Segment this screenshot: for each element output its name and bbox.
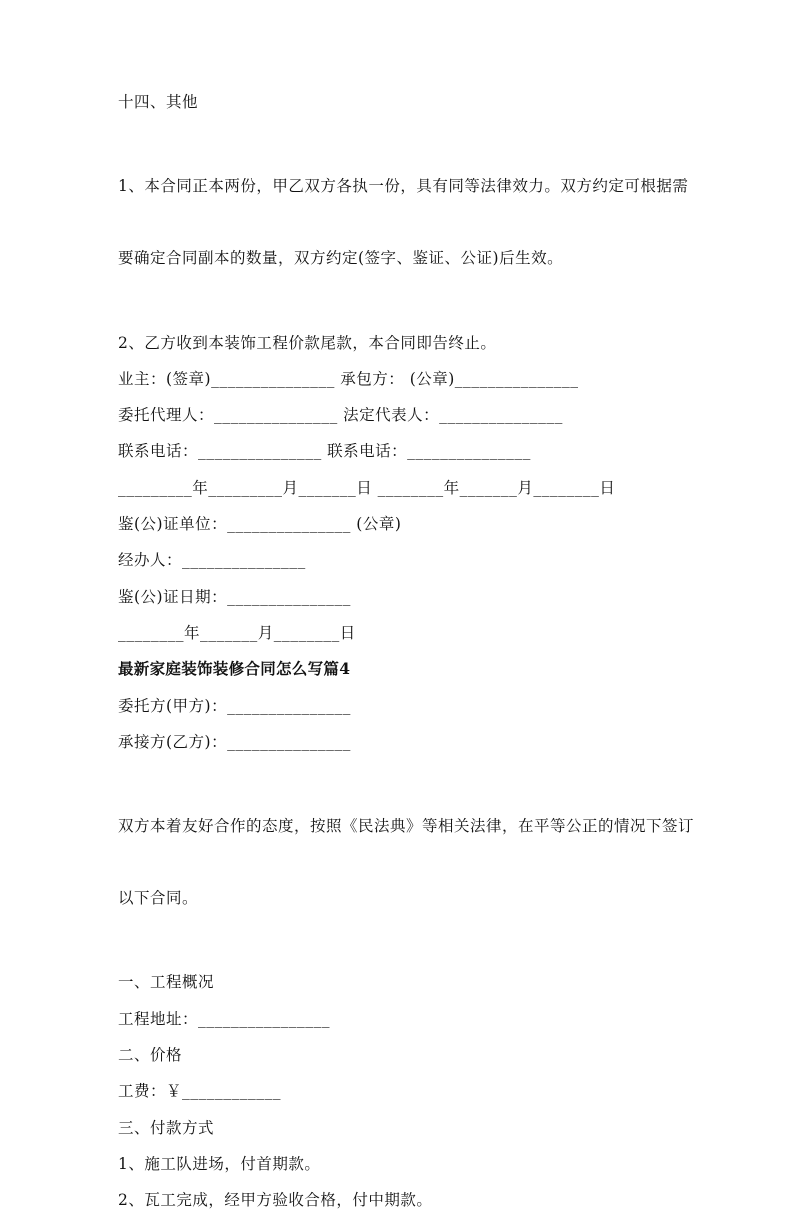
notary-unit: 鉴(公)证单位：_______________ (公章): [118, 515, 402, 534]
payment-item-2: 2、瓦工完成，经甲方验收合格，付中期款。: [118, 1191, 433, 1210]
labor-fee-field: 工费：￥____________: [118, 1082, 282, 1101]
clause-termination: 2、乙方收到本装饰工程价款尾款，本合同即告终止。: [118, 333, 497, 352]
payment-item-1: 1、施工队进场，付首期款。: [118, 1154, 321, 1173]
contract-preamble-line-2: 以下合同。: [118, 889, 199, 908]
clause-copies-line-2: 要确定合同副本的数量，双方约定(签字、鉴证、公证)后生效。: [118, 249, 564, 268]
section-heading-project-overview: 一、工程概况: [118, 973, 215, 992]
contract-preamble: [118, 766, 718, 958]
section-heading-price: 二、价格: [118, 1046, 183, 1065]
notary-handler: 经办人：_______________: [118, 551, 306, 570]
party-a-field: 委托方(甲方)：_______________: [118, 696, 351, 715]
contract-preamble-line-1: 双方本着友好合作的态度，按照《民法典》等相关法律，在平等公正的情况下签订: [118, 817, 695, 836]
contract-title: 最新家庭装饰装修合同怎么写篇4: [118, 659, 351, 679]
notary-date-fields: ________年_______月________日: [118, 623, 356, 642]
clause-copies: [118, 126, 718, 318]
section-heading-other: 十四、其他: [118, 93, 199, 111]
signature-phones: 联系电话：_______________ 联系电话：_______________: [118, 442, 531, 461]
signature-owner-contractor: 业主：(签章)_______________ 承包方： (公章)_______________: [118, 369, 579, 388]
signature-agent-representative: 委托代理人：_______________ 法定代表人：_______________: [118, 406, 563, 425]
clause-copies-line-1: 1、本合同正本两份，甲乙双方各执一份，具有同等法律效力。双方约定可根据需: [118, 177, 689, 196]
notary-date: 鉴(公)证日期：_______________: [118, 587, 351, 606]
project-address-field: 工程地址：________________: [118, 1009, 331, 1028]
signature-dates: _________年_________月_______日 ________年_______月________日: [118, 478, 616, 497]
party-b-field: 承接方(乙方)：_______________: [118, 732, 351, 751]
section-heading-payment: 三、付款方式: [118, 1118, 215, 1137]
document-page: [118, 90, 718, 1225]
